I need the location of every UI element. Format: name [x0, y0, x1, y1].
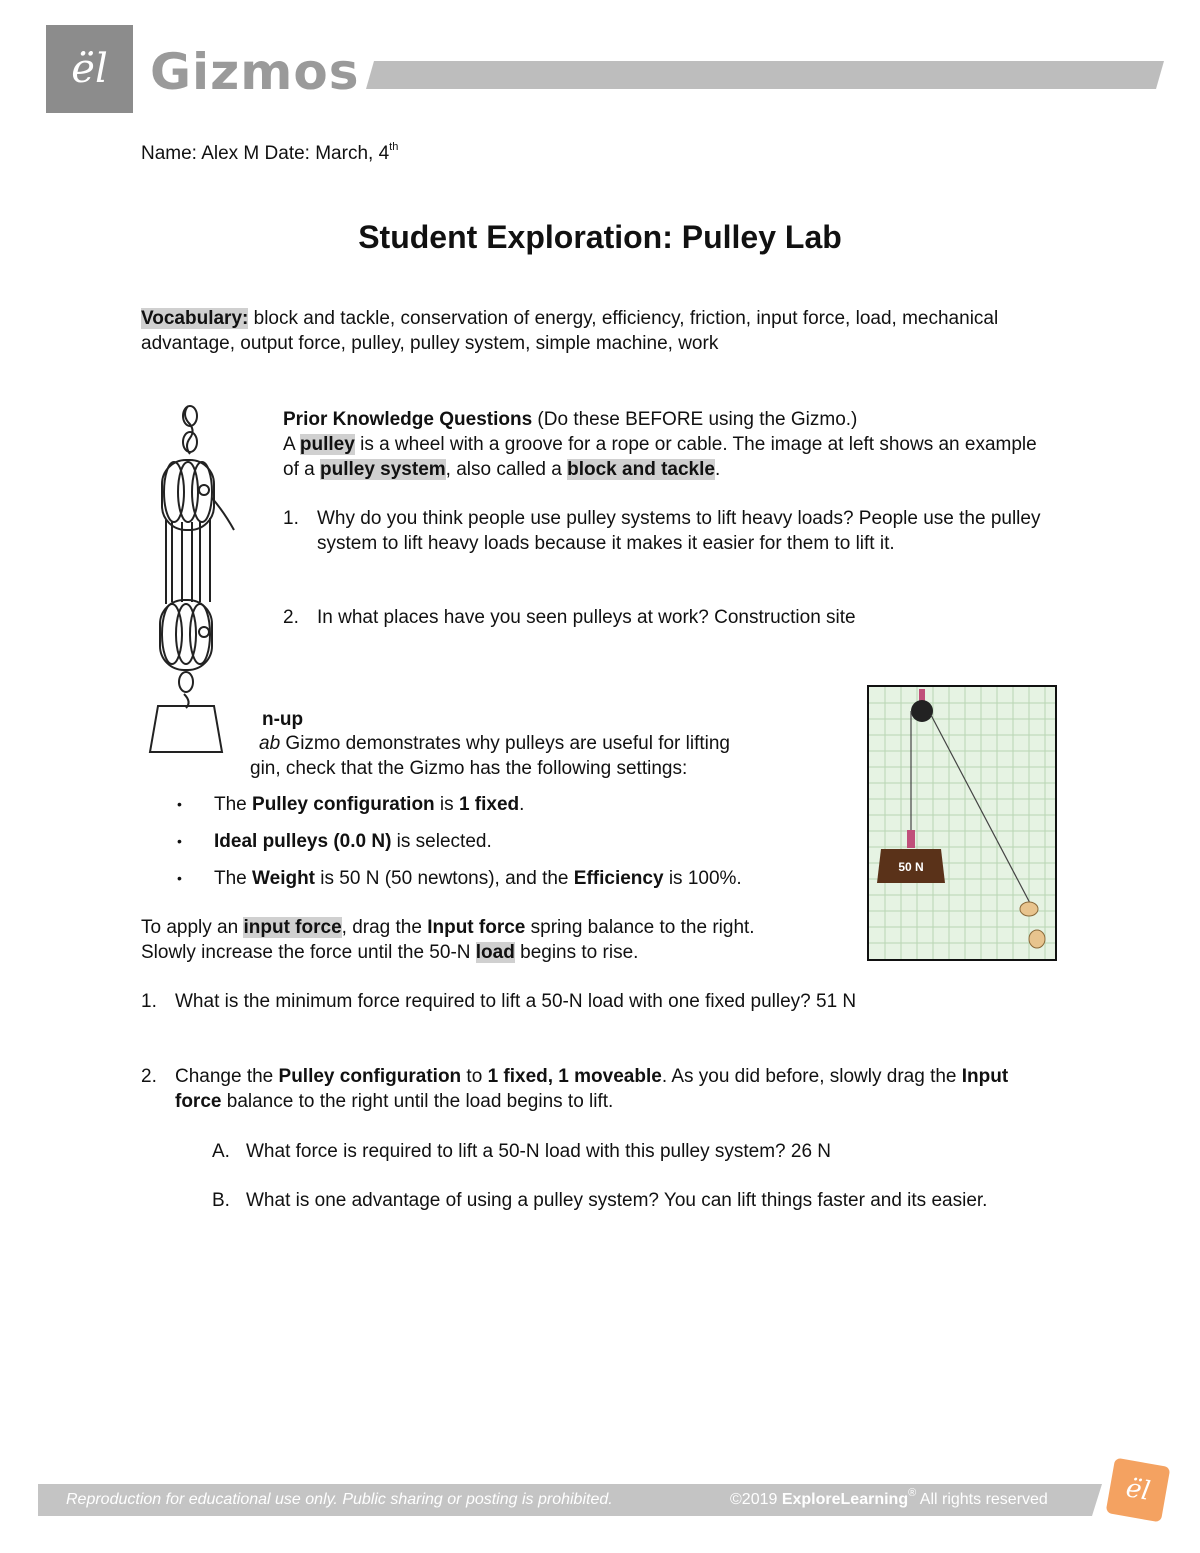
company-name: ExploreLearning	[777, 1491, 909, 1508]
page-title: Student Exploration: Pulley Lab	[358, 219, 842, 255]
name-date-text: Name: Alex M Date: March, 4	[141, 143, 390, 164]
rights-text: All rights reserved	[916, 1491, 1048, 1508]
apply-1: To apply an	[141, 917, 244, 938]
question-text: What force is required to lift a 50-N load with this pulley system? 26 N	[246, 1141, 832, 1162]
question-number: 1.	[141, 991, 157, 1012]
footer-notice: Reproduction for educational use only. Public sharing or posting is prohibited.	[66, 1491, 613, 1508]
settings-list	[174, 792, 742, 903]
vocabulary-section	[141, 306, 1061, 356]
q2-post: balance to the right until the load begins to lift.	[221, 1091, 614, 1112]
q2-bold-2: 1 fixed, 1 moveable	[487, 1066, 662, 1087]
b2-post: is selected.	[391, 831, 492, 852]
b3-post: is 100%.	[663, 868, 742, 889]
vocabulary-terms: block and tackle, conservation of energy, efficiency, friction, input force, load, mechanical advantage, output force, pulley, pulley system, simple machine, work	[141, 308, 999, 354]
question-number: 2.	[283, 607, 299, 628]
b3-mid: is 50 N (50 newtons), and the	[315, 868, 574, 889]
warmup-heading	[262, 707, 303, 732]
bullet-glyph: •	[177, 870, 182, 886]
prior-knowledge-section	[283, 407, 1073, 630]
question-text: In what places have you seen pulleys at work? Construction site	[317, 607, 856, 628]
date-suffix: th	[389, 140, 399, 153]
b1-bold-2: 1 fixed	[458, 794, 520, 815]
warmup-intro-line-1	[259, 731, 730, 756]
question-text: What is the minimum force required to lift a 50-N load with one fixed pulley? 51 N	[175, 991, 857, 1012]
prior-knowledge-note: (Do these BEFORE using the Gizmo.)	[532, 409, 858, 430]
q2-mid-2: . As you did before, slowly drag the	[661, 1066, 962, 1087]
warmup-intro-1: Gizmo demonstrates why pulleys are useful for lifting	[280, 733, 730, 754]
b3-bold-1: Weight	[252, 868, 316, 889]
intro-part-2: is a wheel with a groove for a rope or cable. The image at left shows an example of a	[283, 434, 1037, 480]
intro-part-1: A	[283, 434, 300, 455]
intro-part-3: , also called a	[445, 459, 568, 480]
logo-glyph: ël	[71, 46, 108, 92]
warmup-question-2	[141, 1064, 1041, 1114]
q2-bold-3: Input force	[175, 1066, 1009, 1112]
gizmo-pulley-diagram	[869, 687, 1055, 959]
question-letter: B.	[212, 1190, 230, 1211]
prior-knowledge-heading-line	[283, 407, 1073, 432]
block-and-tackle-illustration	[140, 402, 270, 760]
question-text: Why do you think people use pulley systems to lift heavy loads? People use the pulley system to lift heavy loads because it makes it easier for them to lift it.	[317, 508, 1041, 554]
b1-pre: The	[214, 794, 253, 815]
name-date-line	[141, 141, 398, 166]
warmup-question-2a	[212, 1139, 1042, 1164]
warmup-heading-text: n-up	[262, 709, 304, 730]
b1-bold-1: Pulley configuration	[252, 794, 435, 815]
header-bar	[366, 61, 1164, 89]
prior-knowledge-heading: Prior Knowledge Questions	[283, 409, 533, 430]
brand-title: Gizmos	[150, 43, 360, 101]
term-load: load	[475, 942, 515, 963]
q2-bold-1: Pulley configuration	[278, 1066, 462, 1087]
question-number: 1.	[283, 508, 299, 529]
intro-part-4: .	[714, 459, 721, 480]
footer-copyright	[730, 1488, 1048, 1512]
gizmo-weight-label: 50 N	[898, 860, 924, 874]
apply-force-instructions	[141, 915, 801, 965]
warmup-question-1	[141, 989, 856, 1014]
copyright-year: 2019	[741, 1491, 778, 1508]
question-letter: A.	[212, 1141, 230, 1162]
gizmo-screenshot	[867, 685, 1057, 961]
setting-bullet-3	[174, 866, 742, 903]
footer-logo-glyph: ël	[1123, 1473, 1153, 1507]
prior-question-2	[283, 605, 1073, 630]
apply-4: begins to rise.	[514, 942, 639, 963]
question-number: 2.	[141, 1066, 157, 1087]
copyright-symbol: ©	[730, 1491, 742, 1508]
question-text: What is one advantage of using a pulley system? You can lift things faster and its easier.	[246, 1190, 988, 1211]
prior-question-1	[283, 506, 1053, 556]
term-pulley: pulley	[299, 434, 355, 455]
footer-logo	[1106, 1458, 1171, 1523]
prior-knowledge-intro	[283, 432, 1053, 482]
bullet-glyph: •	[177, 833, 182, 849]
registered-mark: ®	[908, 1486, 917, 1499]
b2-bold: Ideal pulleys (0.0 N)	[214, 831, 392, 852]
explorelearning-logo	[46, 25, 133, 113]
apply-2: , drag the	[341, 917, 428, 938]
term-input-force: input force	[243, 917, 342, 938]
b3-bold-2: Efficiency	[573, 868, 664, 889]
setting-bullet-1	[174, 792, 742, 829]
b1-post: .	[519, 794, 525, 815]
q2-mid-1: to	[461, 1066, 488, 1087]
b3-pre: The	[214, 868, 253, 889]
term-pulley-system: pulley system	[319, 459, 446, 480]
b1-mid: is	[434, 794, 459, 815]
apply-bold: Input force	[427, 917, 526, 938]
warmup-intro-italic: ab	[259, 733, 281, 754]
warmup-intro-line-2: gin, check that the Gizmo has the following settings:	[250, 758, 688, 779]
warmup-question-2b	[212, 1188, 1042, 1213]
apply-3: spring balance to the right. Slowly increase the force until the 50-N	[141, 917, 755, 963]
bullet-glyph: •	[177, 796, 182, 812]
term-block-and-tackle: block and tackle	[567, 459, 715, 480]
vocabulary-label: Vocabulary:	[141, 308, 249, 329]
q2-pre: Change the	[175, 1066, 279, 1087]
setting-bullet-2	[174, 829, 742, 866]
